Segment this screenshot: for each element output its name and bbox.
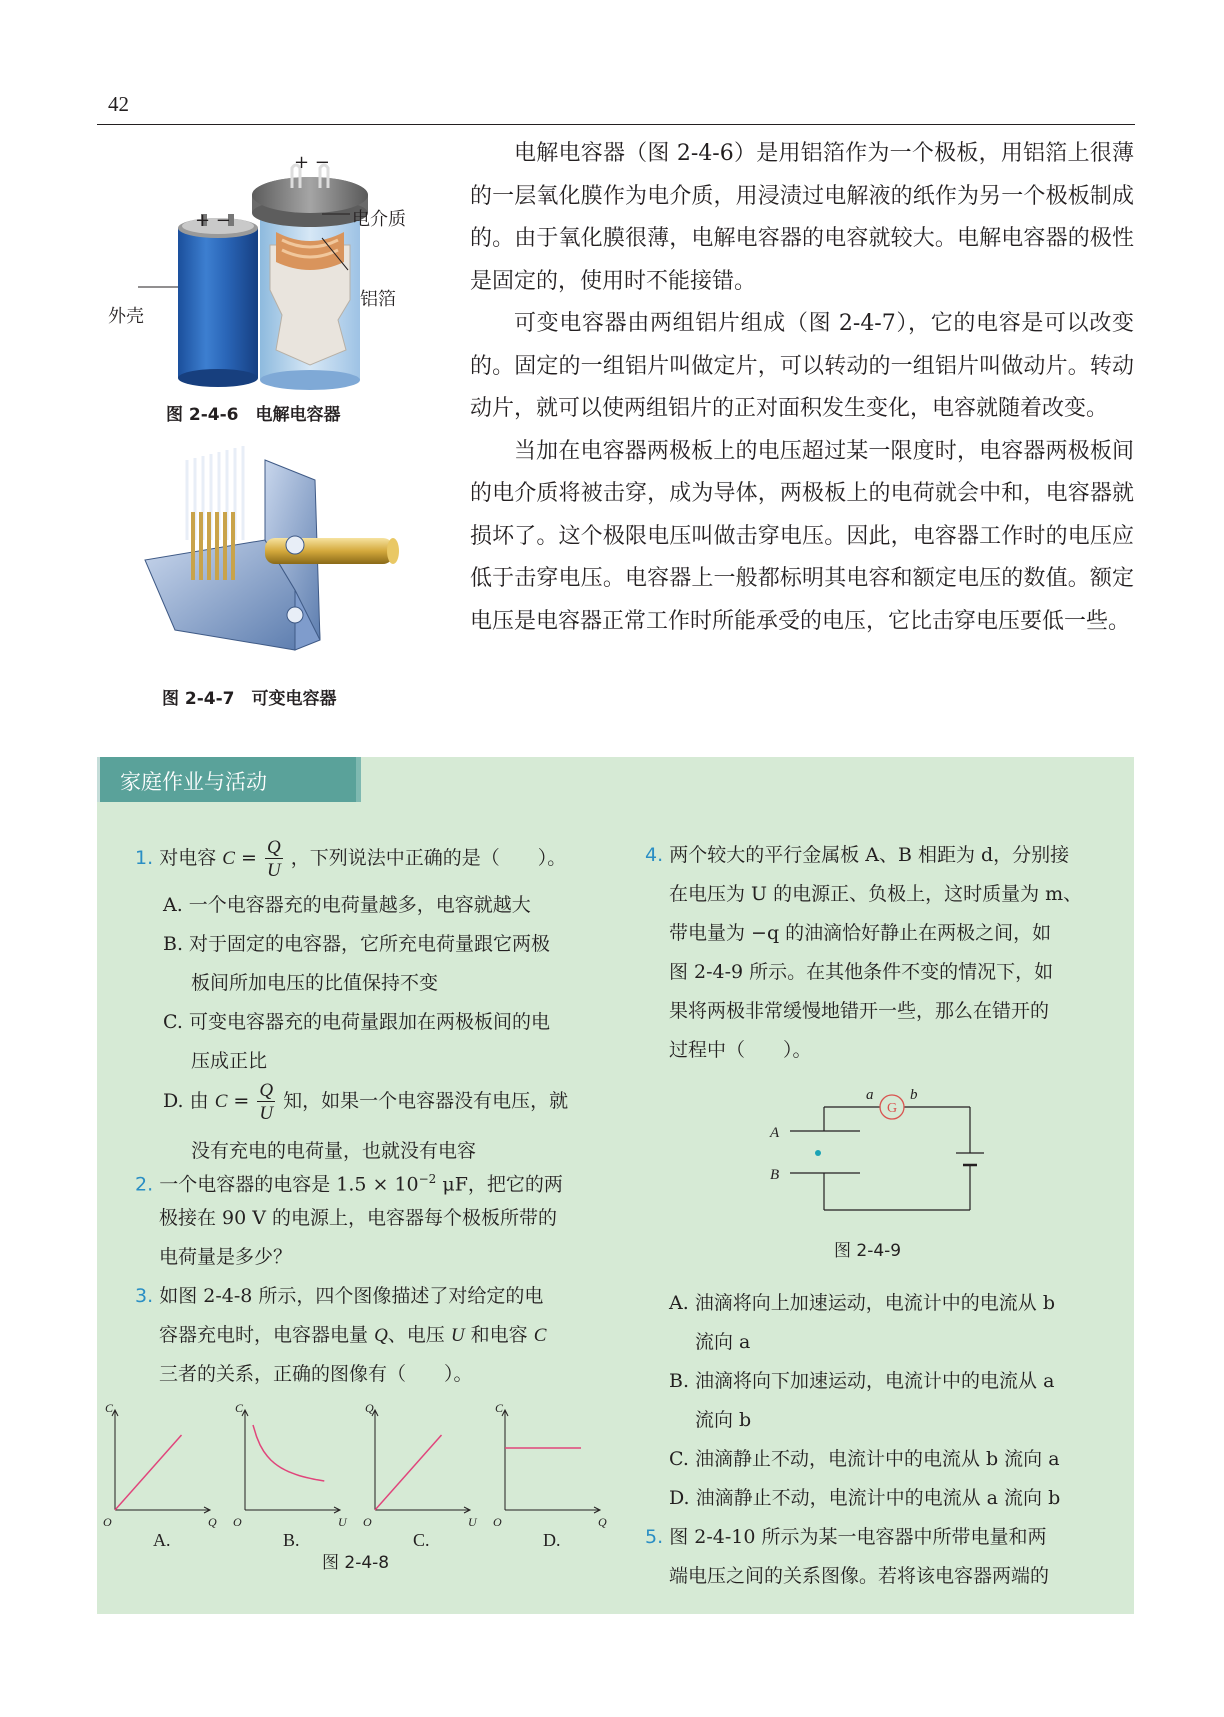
page-number: 42 bbox=[108, 92, 129, 116]
figure-2-4-8-caption: 图 2-4-8 bbox=[322, 1553, 390, 1573]
label-b: b bbox=[910, 1087, 918, 1103]
label-a: a bbox=[866, 1087, 874, 1103]
question-4-line-6: 过程中（ ）。 bbox=[669, 1039, 812, 1061]
graph-1-y-label: C bbox=[235, 1401, 244, 1415]
question-4-option-b-line-1: B. 油滴将向下加速运动，电流计中的电流从 a bbox=[669, 1370, 1055, 1392]
question-1-number: 1. bbox=[135, 847, 154, 869]
equals-sign-d: = bbox=[233, 1090, 250, 1112]
body-text bbox=[470, 133, 1134, 643]
fraction-numerator: Q bbox=[266, 837, 281, 858]
question-3-sep-1: 、电压 bbox=[387, 1324, 445, 1346]
question-1-option-d-a: D. 由 bbox=[163, 1090, 209, 1112]
question-5 bbox=[645, 1518, 1115, 1608]
question-4-option-d: D. 油滴静止不动，电流计中的电流从 a 流向 b bbox=[669, 1487, 1061, 1509]
figure-2-4-7-caption: 图 2-4-7 可变电容器 bbox=[162, 689, 337, 709]
question-2-line-1a: 一个电容器的电容是 1.5 × 10 bbox=[159, 1173, 419, 1196]
question-1-option-d-line-2: 没有充电的电荷量，也就没有电容 bbox=[191, 1140, 477, 1162]
equals-sign: = bbox=[240, 847, 257, 869]
body-paragraph-2: 可变电容器由两组铝片组成（图 2-4-7），它的电容是可以改变的。固定的一组铝片叫做定片，可以转动的一组铝片叫做动片。转动动片，就可以使两组铝片的正对面积发生变化，电容就随着改变。 bbox=[470, 311, 1134, 421]
galvanometer-label: G bbox=[887, 1101, 898, 1116]
question-5-line-2: 端电压之间的关系图像。若将该电容器两端的 bbox=[669, 1565, 1050, 1587]
fraction-denominator-d: U bbox=[259, 1103, 274, 1124]
question-4-option-a-line-1: A. 油滴将向上加速运动，电流计中的电流从 b bbox=[669, 1292, 1056, 1314]
graph-3-x-label: Q bbox=[598, 1515, 607, 1529]
question-3-line-3: 三者的关系，正确的图像有（ ）。 bbox=[159, 1363, 473, 1385]
graph-0-curve bbox=[115, 1435, 182, 1510]
symbol-u: U bbox=[450, 1325, 465, 1346]
plus-minus-label-blue: + − bbox=[195, 210, 231, 231]
homework-title: 家庭作业与活动 bbox=[120, 770, 267, 794]
question-4-line-1: 两个较大的平行金属板 A、B 相距为 d，分别接 bbox=[669, 844, 1070, 866]
figure-2-4-9-circuit bbox=[760, 1085, 990, 1215]
figure-2-4-6-caption: 图 2-4-6 电解电容器 bbox=[166, 405, 341, 425]
graph-0-option-label: A. bbox=[153, 1530, 171, 1550]
body-paragraph-3: 当加在电容器两极板上的电压超过某一限度时，电容器两极板间的电介质将被击穿，成为导体，两极板上的电荷就会中和，电容器就损坏了。这个极限电压叫做击穿电压。因此，电容器工作时的电压应低于击穿电压。电容器上一般都标明其电容和额定电压的数值。额定电压是电容器正常工作时所能承受的电压，它比击穿电压要低一些。 bbox=[470, 438, 1134, 634]
symbol-q: Q bbox=[374, 1325, 388, 1346]
question-4-line-5: 果将两极非常缓慢地错开一些，那么在错开的 bbox=[669, 1000, 1050, 1022]
question-5-line-1: 图 2-4-10 所示为某一电容器中所带电量和两 bbox=[669, 1526, 1047, 1548]
question-4-line-4: 图 2-4-9 所示。在其他条件不变的情况下，如 bbox=[669, 961, 1054, 983]
graph-0-origin: O bbox=[103, 1515, 112, 1529]
label-plate-a: A bbox=[770, 1125, 780, 1141]
question-1-option-b-line-2: 板间所加电压的比值保持不变 bbox=[191, 972, 439, 994]
question-2-line-2: 极接在 90 V 的电源上，电容器每个极板所带的 bbox=[159, 1207, 558, 1229]
question-2-number: 2. bbox=[135, 1173, 154, 1196]
graph-1-x-label: U bbox=[338, 1515, 347, 1529]
fraction-numerator-d: Q bbox=[259, 1080, 274, 1101]
oil-droplet bbox=[815, 1150, 821, 1156]
question-4 bbox=[645, 836, 1115, 1076]
question-4-line-3: 带电量为 −q 的油滴恰好静止在两极之间，如 bbox=[669, 922, 1052, 944]
homework-tab-stripe bbox=[356, 757, 361, 802]
graph-3-y-label: C bbox=[495, 1401, 504, 1415]
question-1-stem-b: ，下列说法中正确的是（ ）。 bbox=[290, 847, 567, 869]
header-rule bbox=[97, 124, 1135, 125]
graph-2-x-label: U bbox=[468, 1515, 477, 1529]
figure-2-4-9-caption: 图 2-4-9 bbox=[834, 1241, 902, 1261]
label-plate-b: B bbox=[770, 1167, 780, 1183]
question-4-option-a-line-2: 流向 a bbox=[695, 1331, 751, 1353]
graph-1-curve bbox=[253, 1425, 324, 1481]
question-1-option-c-line-2: 压成正比 bbox=[191, 1050, 268, 1072]
graph-1-origin: O bbox=[233, 1515, 242, 1529]
graph-0-y-label: C bbox=[105, 1401, 114, 1415]
question-1-option-c-line-1: C. 可变电容器充的电荷量跟加在两极板间的电 bbox=[163, 1011, 550, 1033]
question-3-line-1: 如图 2-4-8 所示，四个图像描述了对给定的电 bbox=[159, 1285, 544, 1307]
symbol-c-d: C bbox=[214, 1091, 228, 1112]
question-3-line-2a: 容器充电时，电容器电量 bbox=[159, 1324, 369, 1346]
electrolytic-capacitor-illustration bbox=[100, 150, 460, 390]
shell-label: 外壳 bbox=[108, 306, 144, 327]
question-1-option-a: A. 一个电容器充的电荷量越多，电容就越大 bbox=[163, 894, 531, 916]
fraction-denominator: U bbox=[266, 860, 281, 881]
graph-2-option-label: C. bbox=[413, 1530, 430, 1550]
symbol-c-q3: C bbox=[533, 1325, 547, 1346]
graph-2-y-label: Q bbox=[365, 1401, 374, 1415]
graph-2-origin: O bbox=[363, 1515, 372, 1529]
question-4-option-c: C. 油滴静止不动，电流计中的电流从 b 流向 a bbox=[669, 1448, 1060, 1470]
graph-2-curve bbox=[375, 1435, 442, 1510]
foil-label: 铝箔 bbox=[360, 289, 396, 310]
question-2-line-1b: μF，把它的两 bbox=[436, 1173, 563, 1196]
fraction-q-over-u bbox=[265, 838, 283, 880]
symbol-c: C bbox=[222, 848, 235, 869]
graph-0-x-label: Q bbox=[208, 1515, 217, 1529]
body-paragraph-1: 电解电容器（图 2-4-6）是用铝箔作为一个极板，用铝箔上很薄的一层氧化膜作为电介质，用浸渍过电解液的纸作为另一个极板制成的。由于氧化膜很薄，电解电容器的电容就较大。电解电容器的极性是固定的，使用时不能接错。 bbox=[470, 141, 1134, 294]
question-4-number: 4. bbox=[645, 844, 664, 866]
question-2 bbox=[135, 1160, 615, 1280]
plus-minus-label-cutaway: + − bbox=[294, 152, 330, 173]
question-3 bbox=[135, 1277, 615, 1397]
question-4-option-b-line-2: 流向 b bbox=[695, 1409, 752, 1431]
graph-1-option-label: B. bbox=[283, 1530, 300, 1550]
question-2-exponent: −2 bbox=[418, 1172, 437, 1186]
question-5-number: 5. bbox=[645, 1526, 664, 1548]
fraction-q-over-u-d bbox=[257, 1081, 275, 1123]
graph-3-origin: O bbox=[493, 1515, 502, 1529]
question-3-sep-2: 和电容 bbox=[470, 1324, 528, 1346]
variable-capacitor-illustration bbox=[145, 440, 395, 670]
question-1-option-b-line-1: B. 对于固定的电容器，它所充电荷量跟它两极 bbox=[163, 933, 551, 955]
graph-3-option-label: D. bbox=[543, 1530, 561, 1550]
question-1-option-d-b: 知，如果一个电容器没有电压，就 bbox=[283, 1090, 569, 1112]
question-2-line-3: 电荷量是多少？ bbox=[159, 1246, 293, 1268]
figure-2-4-8-graphs bbox=[103, 1400, 625, 1550]
question-1-stem-a: 对电容 bbox=[159, 847, 217, 869]
question-4-options bbox=[669, 1284, 1119, 1509]
question-3-number: 3. bbox=[135, 1285, 154, 1307]
dielectric-label: 电介质 bbox=[352, 209, 406, 230]
question-4-line-2: 在电压为 U 的电源正、负极上，这时质量为 m、 bbox=[669, 883, 1083, 905]
